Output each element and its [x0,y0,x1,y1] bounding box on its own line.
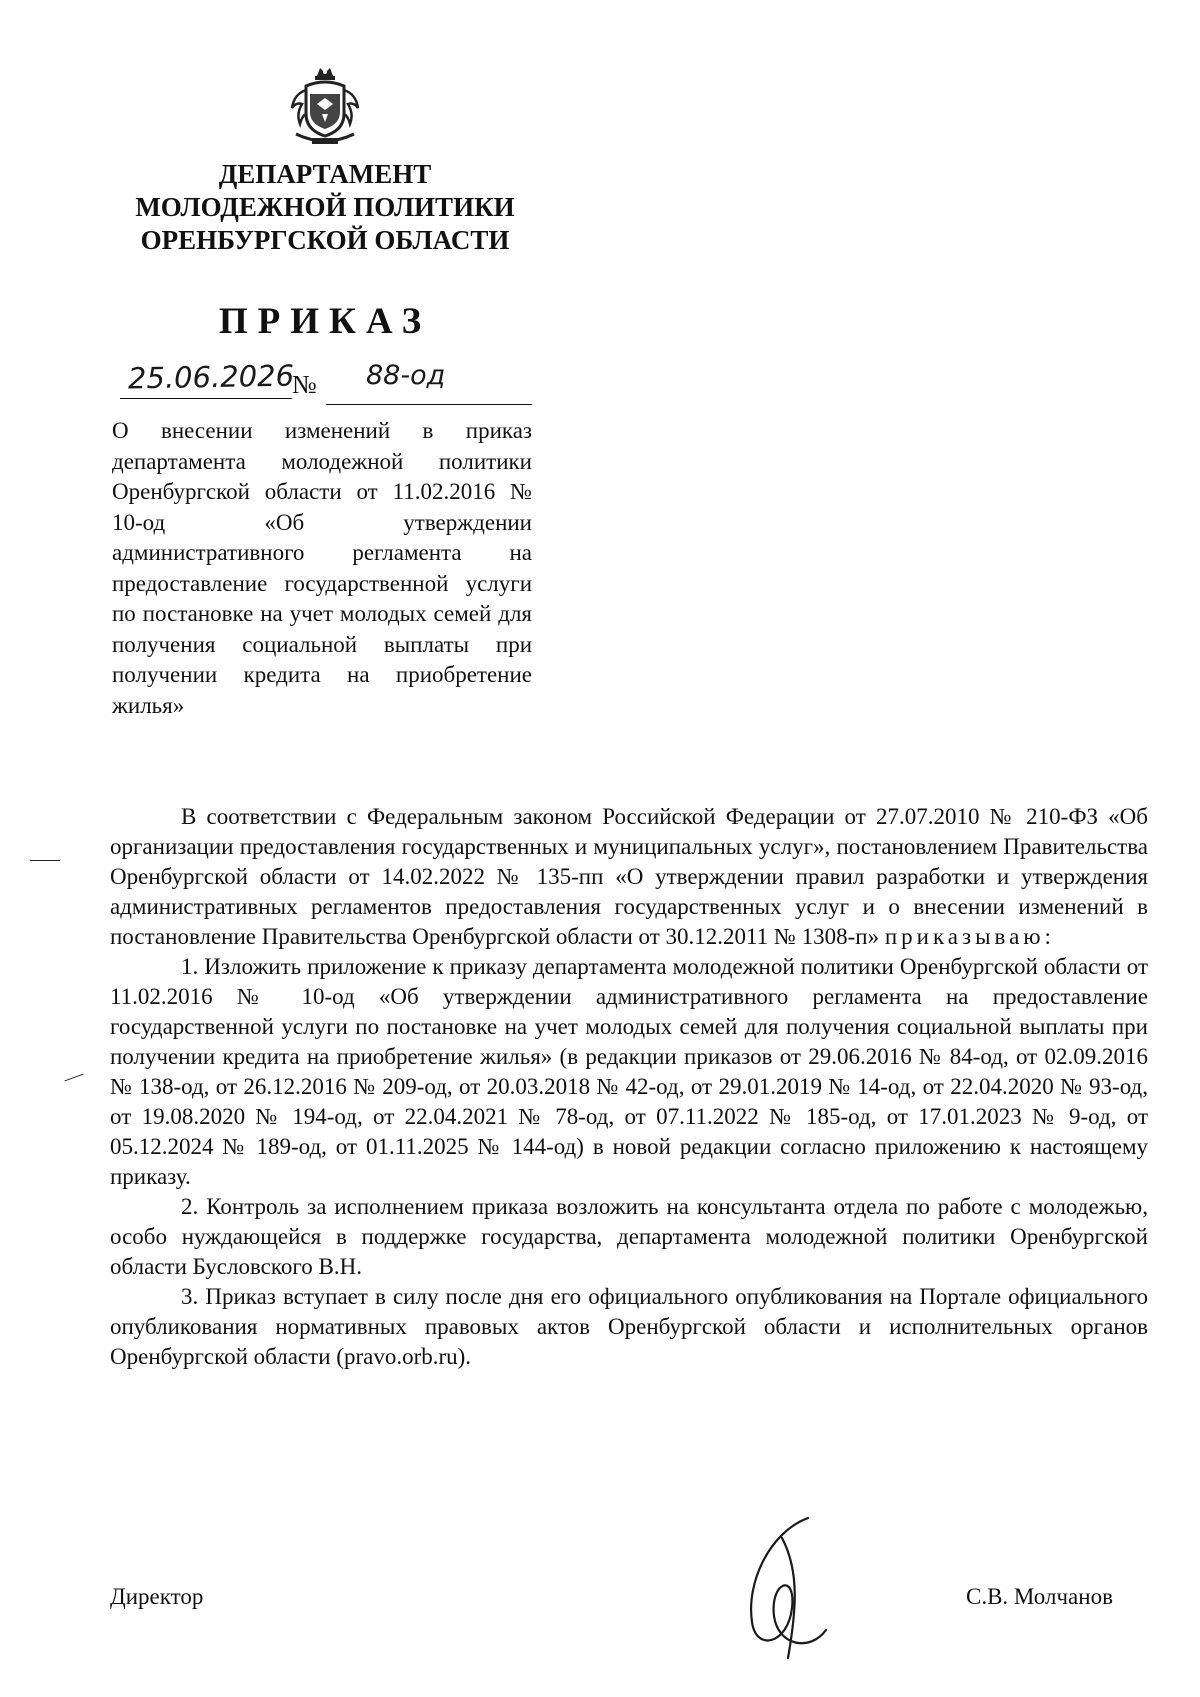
document-type-title: ПРИКАЗ [218,301,432,342]
order-number-handwritten: 88-од [366,360,446,391]
department-header [110,158,540,257]
margin-mark [64,1074,83,1082]
order-date-handwritten: 25.06.2026 [127,358,295,396]
margin-mark [30,860,60,861]
order-word: приказываю: [884,924,1055,949]
order-subject: О внесении изменений в приказ департамента молодежной политики Оренбургской области от 11.02.2016 № 10-од «Об утверждении административного регламента на предоставление государственной услуги по постановке на учет молодых семей для получения социальной выплаты при получении кредита на приобретение жилья» [112,418,532,718]
department-name-line: МОЛОДЕЖНОЙ ПОЛИТИКИ [135,192,515,222]
department-name-line: ОРЕНБУРГСКОЙ ОБЛАСТИ [140,225,510,255]
order-item-2: 2. Контроль за исполнением приказа возложить на консультанта отдела по работе с молодежью, особо нуждающейся в поддержке государства, департамента молодежной политики Оренбургской области Бусловского В.Н. [110,1194,1148,1279]
date-underline [120,398,292,399]
preamble-text: В соответствии с Федеральным законом Российской Федерации от 27.07.2010 № 210-ФЗ «Об организации предоставления государственных и муниципальных услуг», постановлением Правительства Оренбургской области от 14.02.2022 № 135-пп «О утверждении правил разработки и утверждения административных регламентов предоставления государственных услуг и о внесении изменений в постановление Правительства Оренбургской области от 30.12.2011 № 1308-п» [110,804,1148,949]
order-item-1: 1. Изложить приложение к приказу департамента молодежной политики Оренбургской области от 11.02.2016 № 10-од «Об утверждении административного регламента на предоставление государственной услуги по постановке на учет молодых семей для получения социальной выплаты при получении кредита на приобретение жилья» (в редакции приказов от 29.06.2016 № 84-од, от 02.09.2016 № 138-од, от 26.12.2016 № 209-од, от 20.03.2018 № 42-од, от 29.01.2019 № 14-од, от 22.04.2020 № 93-од, от 19.08.2020 № 194-од, от 22.04.2021 № 78-од, от 07.11.2022 № 185-од, от 17.01.2023 № 9-од, от 05.12.2024 № 189-од, от 01.11.2025 № 144-од) в новой редакции согласно приложению к настоящему приказу. [110,954,1148,1189]
preamble-paragraph [110,802,1148,952]
order-number-sign: № [292,370,317,399]
number-underline [326,404,532,405]
order-item-3: 3. Приказ вступает в силу после дня его официального опубликования на Портале официального опубликования нормативных правовых актов Оренбургской области и исполнительных органов Оренбургской области (pravo.orb.ru). [110,1284,1148,1369]
signer-position: Директор [110,1584,204,1609]
signer-name: С.В. Молчанов [966,1584,1113,1609]
coat-of-arms-emblem [282,64,368,150]
handwritten-signature [730,1512,840,1662]
order-body [110,802,1148,1372]
department-name-line: ДЕПАРТАМЕНТ [218,159,432,189]
